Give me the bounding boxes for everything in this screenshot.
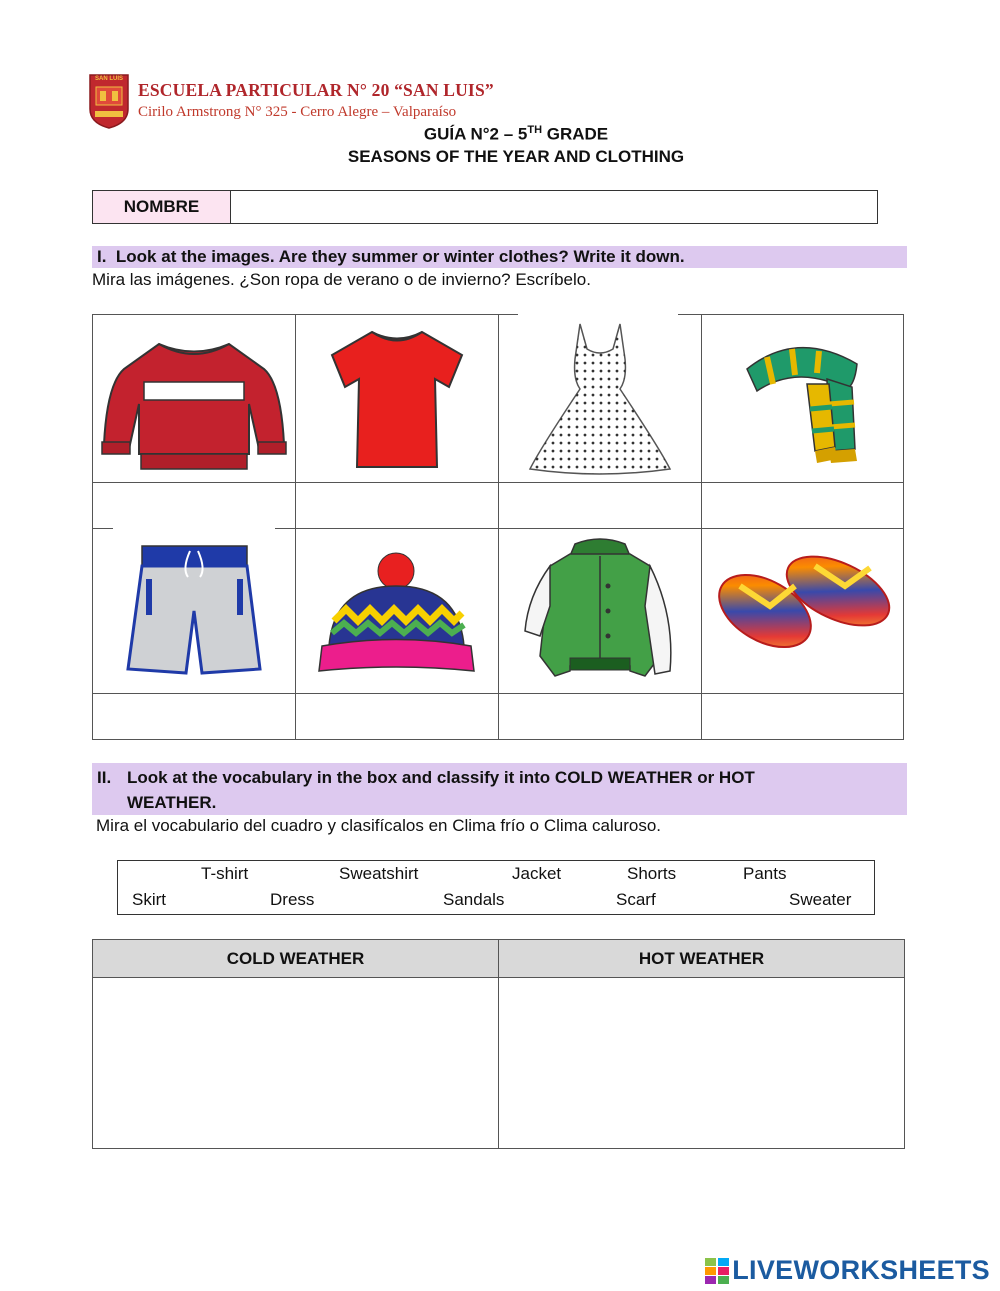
section1-instruction-es: Mira las imágenes. ¿Son ropa de verano o de invierno? Escríbelo. (92, 270, 591, 289)
section2-instruction-es: Mira el vocabulario del cuadro y clasifícalos en Clima frío o Clima caluroso. (96, 816, 662, 835)
name-field[interactable] (231, 191, 877, 223)
guide-title-pre: GUÍA N°2 – 5 (423, 124, 528, 144)
answer-scarf[interactable] (703, 483, 903, 527)
vocab-word: T-shirt (201, 864, 249, 883)
sandals-icon (706, 533, 898, 689)
clothes-grid (92, 314, 904, 740)
hot-weather-header: HOT WEATHER (499, 940, 904, 978)
vocab-word: Sweater (789, 890, 852, 909)
section2-text-line1: Look at the vocabulary in the box and classify it into COLD WEATHER or HOT (127, 768, 755, 787)
liveworksheets-logo-icon (705, 1258, 729, 1284)
vocab-word: Jacket (512, 864, 562, 883)
section2-instruction (92, 763, 907, 815)
section1-text: Look at the images. Are they summer or winter clothes? Write it down. (115, 247, 685, 266)
sweater-icon (98, 320, 290, 478)
beanie-icon (300, 533, 493, 689)
cold-weather-answer[interactable] (94, 979, 496, 1147)
dress-icon (503, 317, 696, 479)
vocab-word: Dress (270, 890, 315, 909)
shorts-icon (98, 533, 290, 689)
answer-beanie[interactable] (297, 694, 497, 739)
answer-jacket[interactable] (500, 694, 700, 739)
answer-sandals[interactable] (703, 694, 903, 739)
answer-sweater[interactable] (94, 483, 294, 527)
cold-weather-header: COLD WEATHER (93, 940, 499, 978)
name-box (92, 190, 878, 224)
guide-subtitle: SEASONS OF THE YEAR AND CLOTHING (347, 147, 685, 166)
vocab-word: Scarf (616, 890, 656, 909)
vocab-word: Sweatshirt (339, 864, 419, 883)
vocab-word: Sandals (443, 890, 505, 909)
liveworksheets-logo (705, 1255, 990, 1286)
answer-tshirt[interactable] (297, 483, 497, 527)
crest-text: SAN LUIS (94, 76, 123, 82)
section2-number: II. (97, 768, 112, 787)
school-address: Cirilo Armstrong N° 325 - Cerro Alegre – Valparaíso (138, 104, 457, 120)
vocab-word: Skirt (132, 890, 166, 909)
school-name: ESCUELA PARTICULAR N° 20 “SAN LUIS” (138, 80, 494, 100)
scarf-icon (706, 320, 898, 478)
guide-title-sup: TH (527, 124, 543, 136)
section2-text-line2: WEATHER. (127, 793, 217, 812)
weather-table (92, 939, 905, 1149)
school-crest (88, 73, 130, 129)
hot-weather-answer[interactable] (500, 979, 903, 1147)
section1-number: I. (97, 247, 107, 266)
guide-title-post: GRADE (542, 124, 609, 144)
guide-title (0, 124, 1000, 145)
vocabulary-box (117, 860, 875, 915)
answer-shorts[interactable] (94, 694, 294, 739)
vocab-word: Pants (743, 864, 787, 883)
answer-dress[interactable] (500, 483, 700, 527)
tshirt-icon (300, 320, 493, 478)
name-label: NOMBRE (93, 191, 231, 223)
vocab-word: Shorts (627, 864, 677, 883)
liveworksheets-logo-text: LIVEWORKSHEETS (732, 1255, 990, 1285)
jacket-icon (503, 533, 696, 689)
section1-instruction (92, 246, 907, 268)
